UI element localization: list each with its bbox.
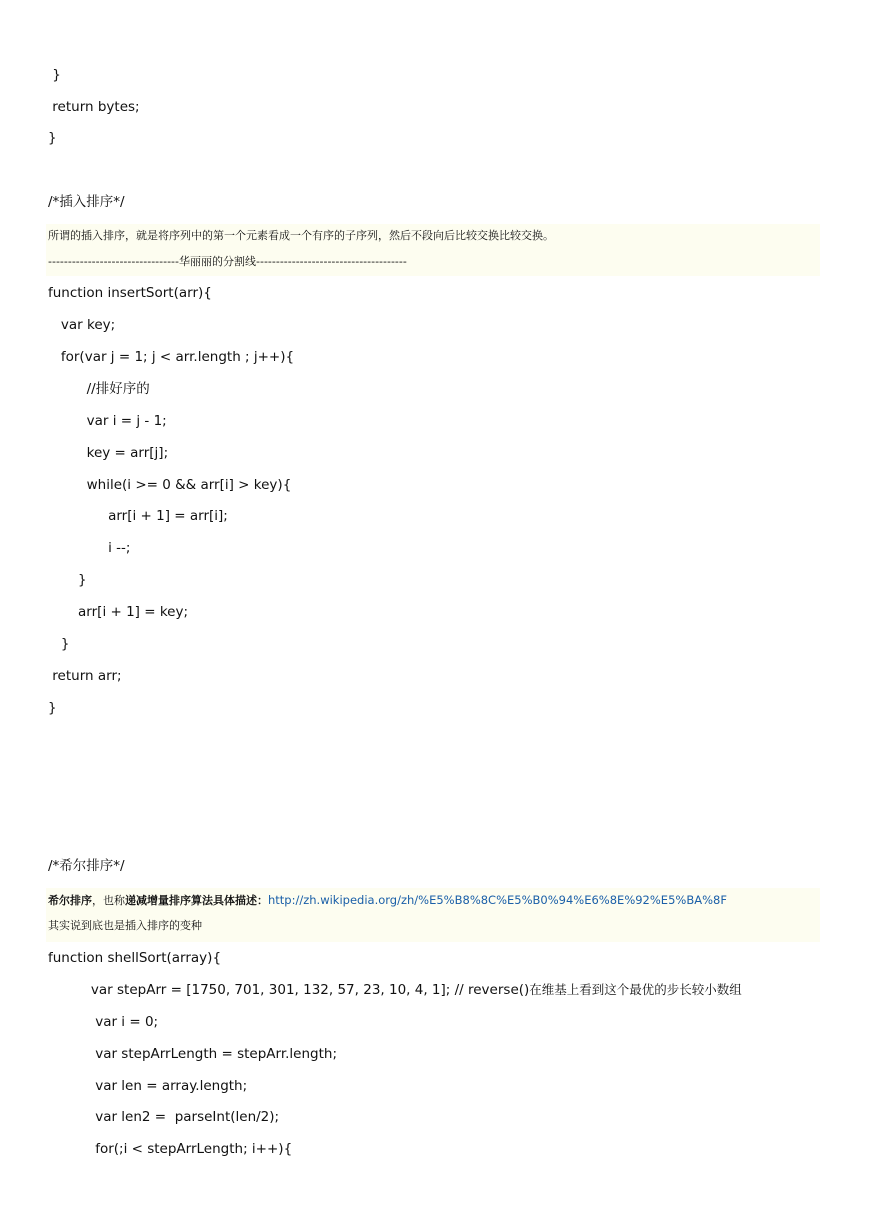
code-line: var stepArrLength = stepArr.length; bbox=[48, 1046, 337, 1062]
code-line: var len2 = parseInt(len/2); bbox=[48, 1109, 280, 1125]
code-line: key = arr[j]; bbox=[48, 445, 169, 461]
code-line: var i = j - 1; bbox=[48, 413, 167, 429]
section-comment-insert: /*插入排序*/ bbox=[48, 194, 125, 210]
code-line: arr[i + 1] = key; bbox=[48, 604, 189, 620]
step-arr-comment-cn: 在维基上看到这个最优的步长较小数组 bbox=[529, 982, 742, 997]
section-comment-shell: /*希尔排序*/ bbox=[48, 858, 125, 874]
code-line: i --; bbox=[48, 540, 131, 556]
code-line: } bbox=[48, 636, 70, 652]
code-line: var len = array.length; bbox=[48, 1078, 248, 1094]
separator-label: 华丽丽的分割线 bbox=[179, 255, 256, 268]
code-line: var i = 0; bbox=[48, 1014, 159, 1030]
code-line: function shellSort(array){ bbox=[48, 950, 222, 966]
separator-left: --------------------------------- bbox=[48, 255, 179, 268]
code-line: } bbox=[48, 130, 57, 146]
code-line-step-arr bbox=[48, 981, 742, 999]
step-arr-code: var stepArr = [1750, 701, 301, 132, 57, 23, 10, 4, 1]; // reverse() bbox=[48, 982, 530, 998]
code-line: } bbox=[48, 67, 61, 83]
shell-note-mid: ，也称 bbox=[92, 894, 125, 907]
code-line: while(i >= 0 && arr[i] > key){ bbox=[48, 477, 292, 493]
code-line: var key; bbox=[48, 317, 116, 333]
separator-right: -------------------------------------- bbox=[256, 255, 407, 268]
shell-note-line2: 其实说到底也是插入排序的变种 bbox=[48, 919, 202, 932]
code-line: } bbox=[48, 700, 57, 716]
shell-note-line1 bbox=[48, 891, 727, 910]
shell-note-bold: 递减增量排序算法具体描述： bbox=[125, 894, 268, 907]
shell-note-title: 希尔排序 bbox=[48, 894, 92, 907]
code-line: for(var j = 1; j < arr.length ; j++){ bbox=[48, 349, 295, 365]
wikipedia-link[interactable]: http://zh.wikipedia.org/zh/%E5%B8%8C%E5%B0%94%E6%8E%92%E5%BA%8F bbox=[268, 893, 727, 907]
code-line: } bbox=[48, 572, 87, 588]
shell-note-box bbox=[46, 888, 820, 942]
code-line: return arr; bbox=[48, 668, 122, 684]
code-line: for(;i < stepArrLength; i++){ bbox=[48, 1141, 293, 1157]
insert-note-desc: 所谓的插入排序，就是将序列中的第一个元素看成一个有序的子序列，然后不段向后比较交换比较交换。 bbox=[48, 229, 554, 242]
code-line: //排好序的 bbox=[48, 381, 150, 397]
separator-line bbox=[48, 253, 407, 271]
insert-note-box bbox=[46, 224, 820, 276]
code-line: arr[i + 1] = arr[i]; bbox=[48, 508, 228, 524]
code-line: return bytes; bbox=[48, 99, 140, 115]
code-line: function insertSort(arr){ bbox=[48, 285, 212, 301]
